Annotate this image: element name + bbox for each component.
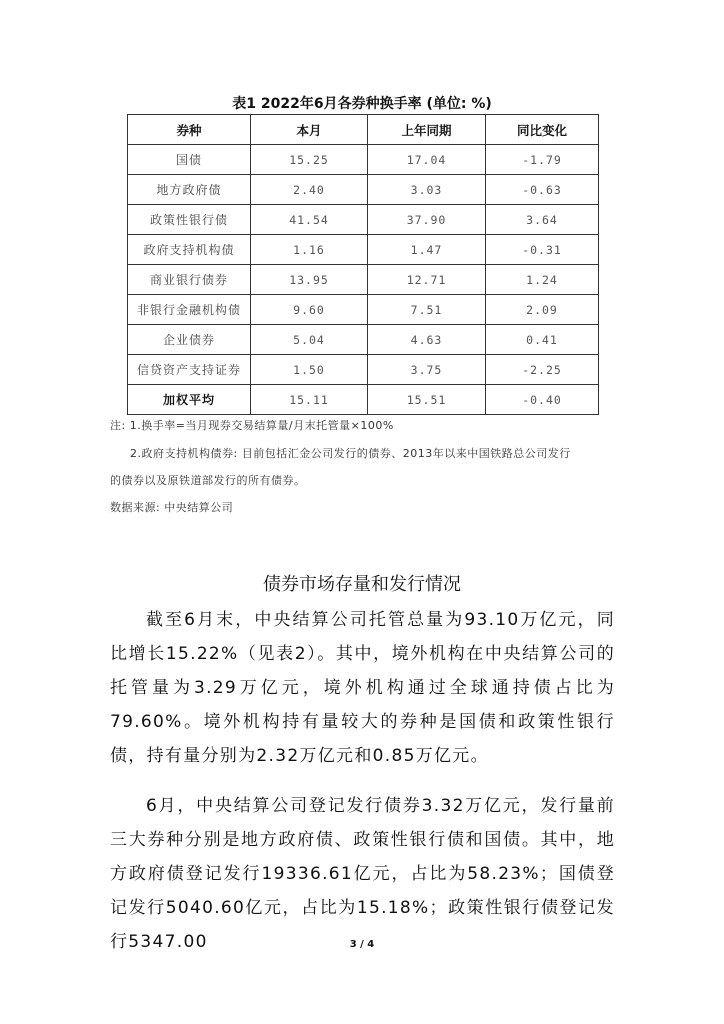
table-row (128, 175, 599, 205)
data-source: 数据来源: 中央结算公司 (110, 501, 234, 514)
row-change: 0.41 (486, 325, 599, 355)
row-last-year: 3.75 (368, 355, 486, 385)
table-note-2-line-2: 的债券以及原铁道部发行的所有债券。 (110, 474, 306, 487)
row-category: 地方政府债 (128, 175, 251, 205)
row-category: 政策性银行债 (128, 205, 251, 235)
row-current: 15.11 (251, 385, 368, 415)
table-row (128, 265, 599, 295)
row-category: 信贷资产支持证券 (128, 355, 251, 385)
row-current: 1.50 (251, 355, 368, 385)
row-last-year: 4.63 (368, 325, 486, 355)
table-row (128, 145, 599, 175)
header-yoy-change: 同比变化 (486, 115, 599, 145)
turnover-table (127, 114, 599, 415)
row-change: 2.09 (486, 295, 599, 325)
row-last-year: 1.47 (368, 235, 486, 265)
header-last-year: 上年同期 (368, 115, 486, 145)
header-bond-type: 券种 (128, 115, 251, 145)
table-row-weighted-average (128, 385, 599, 415)
row-last-year: 37.90 (368, 205, 486, 235)
row-change: 3.64 (486, 205, 599, 235)
row-last-year: 17.04 (368, 145, 486, 175)
row-last-year: 7.51 (368, 295, 486, 325)
page-number: 3 / 4 (349, 939, 375, 950)
table-header-row (128, 115, 599, 145)
row-change: -0.63 (486, 175, 599, 205)
row-category: 非银行金融机构债 (128, 295, 251, 325)
table-title: 表1 2022年6月各券种换手率 (单位: %) (232, 96, 492, 112)
row-current: 9.60 (251, 295, 368, 325)
table-row (128, 325, 599, 355)
row-current: 5.04 (251, 325, 368, 355)
row-last-year: 15.51 (368, 385, 486, 415)
row-category: 商业银行债券 (128, 265, 251, 295)
row-current: 13.95 (251, 265, 368, 295)
row-category: 政府支持机构债 (128, 235, 251, 265)
row-change: 1.24 (486, 265, 599, 295)
paragraph-bond-custody: 截至6月末，中央结算公司托管总量为93.10万亿元，同比增长15.22%（见表2）。其中，境外机构在中央结算公司的托管量为3.29万亿元，境外机构通过全球通持债占比为79.60%。境外机构持有量较大的券种是国债和政策性银行债，持有量分别为2.32万亿元和0.85万亿元。 (110, 610, 615, 766)
row-current: 1.16 (251, 235, 368, 265)
row-change: -0.31 (486, 235, 599, 265)
row-category: 国债 (128, 145, 251, 175)
row-current: 2.40 (251, 175, 368, 205)
paragraph-bond-issuance: 6月，中央结算公司登记发行债券3.32万亿元，发行量前三大券种分别是地方政府债、政策性银行债和国债。其中，地方政府债登记发行19336.61亿元，占比为58.23%；国债登记发行5040.60亿元，占比为15.18%；政策性银行债登记发行5347.00 (110, 796, 615, 952)
row-category: 企业债券 (128, 325, 251, 355)
row-current: 41.54 (251, 205, 368, 235)
table-row (128, 355, 599, 385)
row-category: 加权平均 (128, 385, 251, 415)
table-note-1: 注: 1.换手率=当月现券交易结算量/月末托管量×100% (110, 419, 394, 432)
table-row (128, 205, 599, 235)
table-note-2-line-1: 2.政府支持机构债券: 目前包括汇金公司发行的债券、2013年以来中国铁路总公司发行 (130, 447, 571, 460)
row-change: -0.40 (486, 385, 599, 415)
row-change: -2.25 (486, 355, 599, 385)
section-heading: 债券市场存量和发行情况 (263, 574, 461, 595)
table-row (128, 295, 599, 325)
row-last-year: 3.03 (368, 175, 486, 205)
table-row (128, 235, 599, 265)
row-change: -1.79 (486, 145, 599, 175)
header-current-month: 本月 (251, 115, 368, 145)
row-last-year: 12.71 (368, 265, 486, 295)
row-current: 15.25 (251, 145, 368, 175)
